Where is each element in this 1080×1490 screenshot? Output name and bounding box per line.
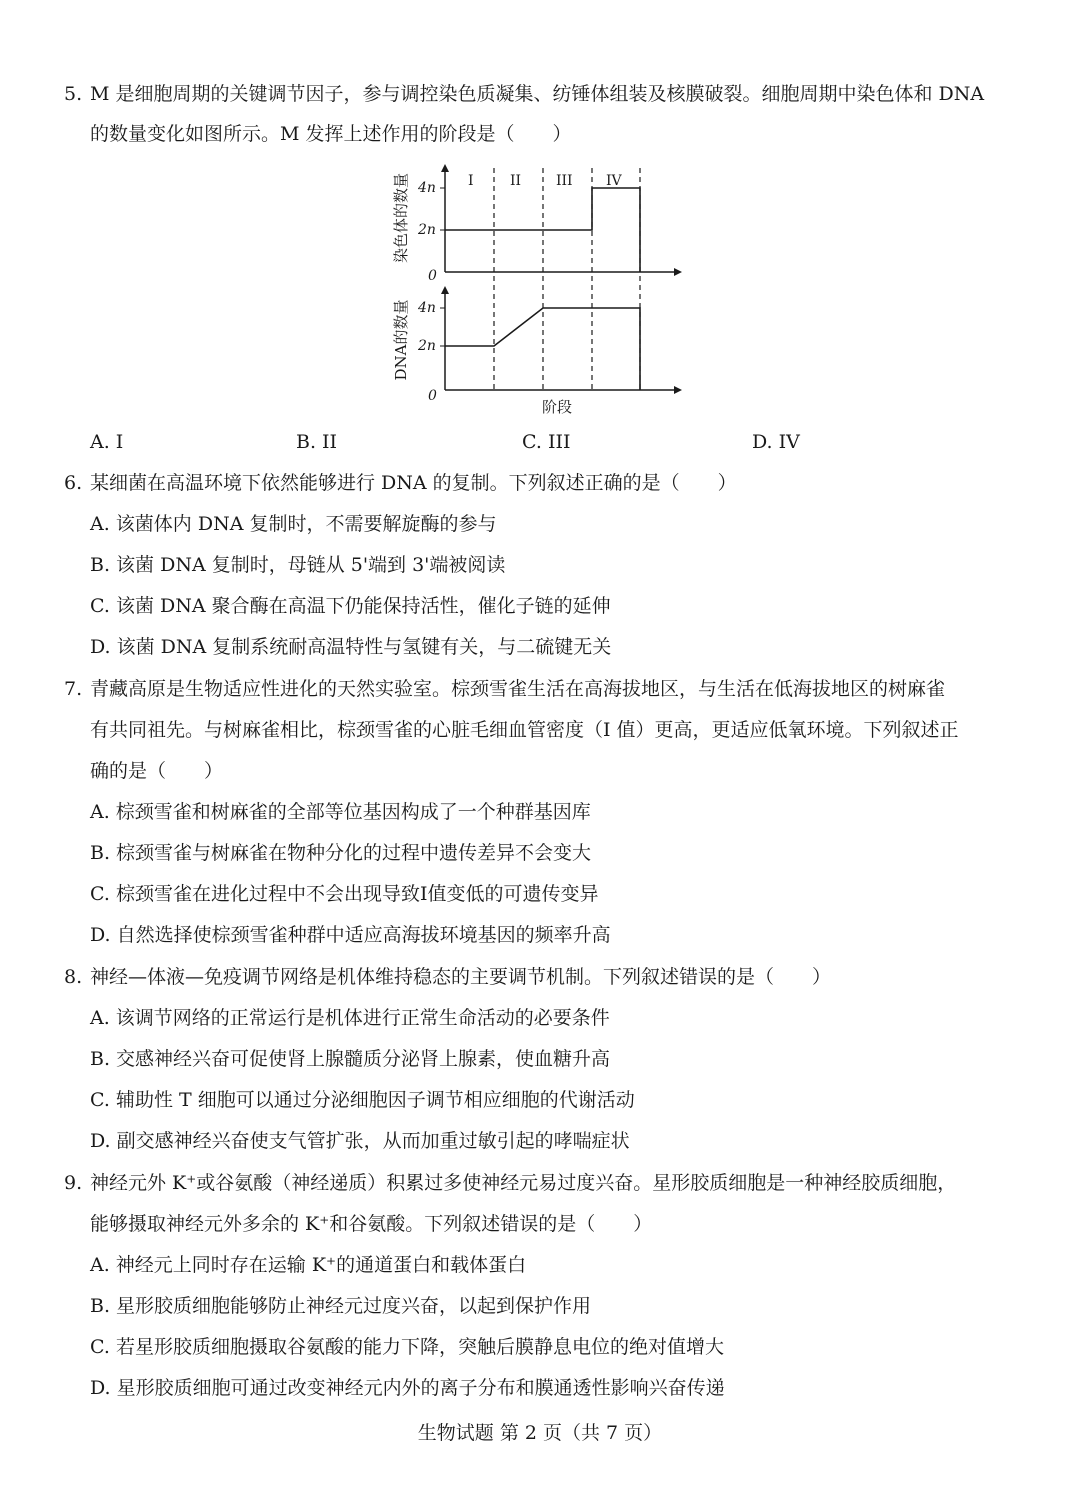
question-5-stem-line-1: M 是细胞周期的关键调节因子，参与调控染色质凝集、纺锤体组装及核膜破裂。细胞周期中染色体和 DNA (90, 83, 985, 105)
question-7-option-a[interactable]: A. 棕颈雪雀和树麻雀的全部等位基因构成了一个种群基因库 (90, 801, 591, 823)
bottom-x-arrow (674, 386, 682, 394)
question-7-option-c[interactable]: C. 棕颈雪雀在进化过程中不会出现导致I值变低的可遗传变异 (90, 883, 599, 905)
question-6-option-a[interactable]: A. 该菌体内 DNA 复制时，不需要解旋酶的参与 (90, 513, 497, 535)
question-7-option-b[interactable]: B. 棕颈雪雀与树麻雀在物种分化的过程中遗传差异不会变大 (90, 842, 592, 864)
question-6-option-d[interactable]: D. 该菌 DNA 复制系统耐高温特性与氢键有关，与二硫键无关 (90, 636, 612, 658)
question-8-option-c[interactable]: C. 辅助性 T 细胞可以通过分泌细胞因子调节相应细胞的代谢活动 (90, 1089, 635, 1111)
question-9-option-b[interactable]: B. 星形胶质细胞能够防止神经元过度兴奋，以起到保护作用 (90, 1295, 592, 1317)
question-5-option-c[interactable]: C. III (522, 431, 571, 453)
question-9-option-c[interactable]: C. 若星形胶质细胞摄取谷氨酸的能力下降，突触后膜静息电位的绝对值增大 (90, 1336, 724, 1358)
bottom-xlabel: 阶段 (542, 398, 573, 416)
question-8-option-a[interactable]: A. 该调节网络的正常运行是机体进行正常生命活动的必要条件 (90, 1007, 610, 1029)
question-6-option-b[interactable]: B. 该菌 DNA 复制时，母链从 5'端到 3'端被阅读 (90, 554, 506, 576)
stage-label-II: II (510, 173, 522, 189)
bottom-tick-4n: 4n (418, 300, 436, 316)
top-origin: 0 (428, 268, 437, 284)
question-8-option-d[interactable]: D. 副交感神经兴奋使支气管扩张，从而加重过敏引起的哮喘症状 (90, 1130, 630, 1152)
stage-label-IV: IV (606, 173, 622, 189)
question-6-option-c[interactable]: C. 该菌 DNA 聚合酶在高温下仍能保持活性，催化子链的延伸 (90, 595, 611, 617)
question-6-number: 6. (64, 472, 83, 494)
bottom-y-arrow (441, 286, 449, 294)
page-footer: 生物试题 第 2 页（共 7 页） (417, 1422, 663, 1444)
question-5-option-d[interactable]: D. IV (752, 431, 800, 453)
question-7-stem-line-2: 有共同祖先。与树麻雀相比，棕颈雪雀的心脏毛细血管密度（I 值）更高，更适应低氧环境。下列叙述正 (90, 719, 959, 741)
question-9-stem-line-1: 神经元外 K⁺或谷氨酸（神经递质）积累过多使神经元易过度兴奋。星形胶质细胞是一种神经胶质细胞， (90, 1172, 957, 1194)
question-7-number: 7. (64, 678, 83, 700)
question-5-option-a[interactable]: A. I (90, 431, 124, 453)
top-tick-4n: 4n (418, 180, 436, 196)
question-7-option-d[interactable]: D. 自然选择使棕颈雪雀种群中适应高海拔环境基因的频率升高 (90, 924, 611, 946)
question-9-stem-line-2: 能够摄取神经元外多余的 K⁺和谷氨酸。下列叙述错误的是（ ） (90, 1213, 653, 1235)
question-5-stem-line-2: 的数量变化如图所示。M 发挥上述作用的阶段是（ ） (90, 123, 572, 145)
question-9-number: 9. (64, 1172, 83, 1194)
top-ylabel: 染色体的数量 (392, 172, 410, 264)
cell-cycle-figure (390, 160, 700, 420)
question-7-stem-line-1: 青藏高原是生物适应性进化的天然实验室。棕颈雪雀生活在高海拔地区，与生活在低海拔地区的树麻雀 (90, 678, 946, 700)
top-x-arrow (674, 268, 682, 276)
top-tick-2n: 2n (418, 222, 436, 238)
question-8-option-b[interactable]: B. 交感神经兴奋可促使肾上腺髓质分泌肾上腺素，使血糖升高 (90, 1048, 611, 1070)
question-5-number: 5. (64, 83, 83, 105)
question-9-option-d[interactable]: D. 星形胶质细胞可通过改变神经元内外的离子分布和膜通透性影响兴奋传递 (90, 1377, 725, 1399)
question-6-stem: 某细菌在高温环境下依然能够进行 DNA 的复制。下列叙述正确的是（ ） (90, 472, 737, 494)
bottom-origin: 0 (428, 388, 437, 404)
bottom-ylabel: DNA的数量 (392, 299, 410, 381)
question-7-stem-line-3: 确的是（ ） (90, 760, 224, 782)
question-8-stem: 神经—体液—免疫调节网络是机体维持稳态的主要调节机制。下列叙述错误的是（ ） (90, 966, 832, 988)
top-y-arrow (441, 164, 449, 172)
stage-label-I: I (468, 173, 474, 189)
stage-label-III: III (556, 173, 573, 189)
question-8-number: 8. (64, 966, 83, 988)
question-5-option-b[interactable]: B. II (296, 431, 338, 453)
bottom-tick-2n: 2n (418, 338, 436, 354)
question-9-option-a[interactable]: A. 神经元上同时存在运输 K⁺的通道蛋白和载体蛋白 (90, 1254, 527, 1276)
